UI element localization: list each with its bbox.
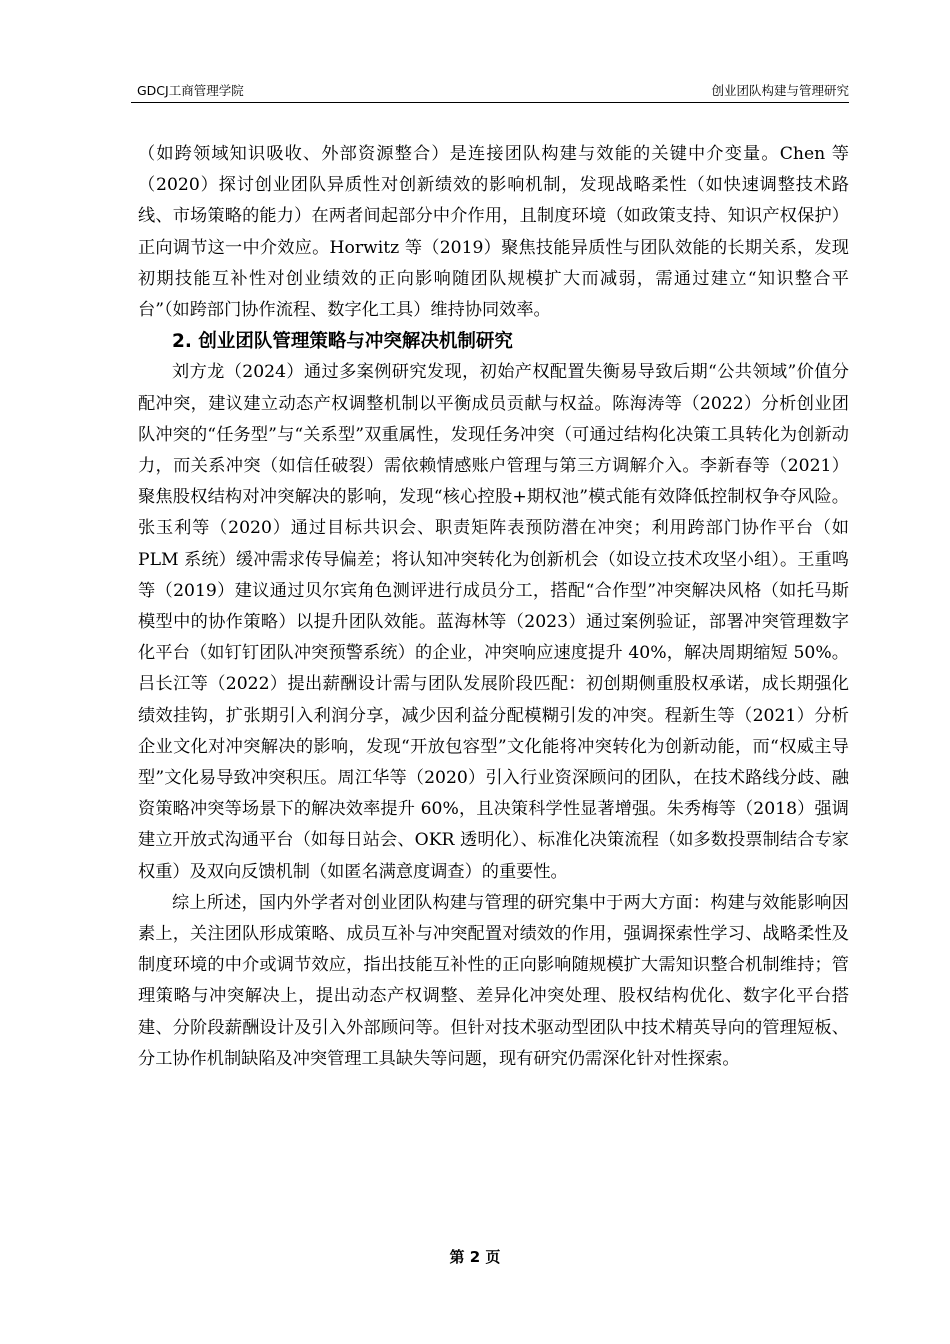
- page-header: [131, 80, 849, 102]
- section-heading: 2. 创业团队管理策略与冲突解决机制研究: [172, 331, 513, 353]
- header-institution: GDCJ工商管理学院: [137, 83, 244, 98]
- header-divider: [131, 102, 849, 103]
- paragraph-conflict-research: 刘方龙（2024）通过多案例研究发现，初始产权配置失衡易导致后期“公共领域”价值分配冲突，建议建立动态产权调整机制以平衡成员贡献与权益。陈海涛等（2022）分析创业团队冲突的“任务型”与“关系型”双重属性，发现任务冲突（可通过结构化决策工具转化为创新动力，而关系冲突（如信任破裂）需依赖情感账户管理与第三方调解介入。李新春等（2021）聚焦股权结构对冲突解决的影响，发现“核心控股+期权池”模式能有效降低控制权争夺风险。张玉利等（2020）通过目标共识会、职责矩阵表预防潜在冲突；利用跨部门协作平台（如 PLM 系统）缓冲需求传导偏差；将认知冲突转化为创新机会（如设立技术攻坚小组）。王重鸣等（2019）建议通过贝尔宾角色测评进行成员分工，搭配“合作型”冲突解决风格（如托马斯模型中的协作策略）以提升团队效能。蓝海林等（2023）通过案例验证，部署冲突管理数字化平台（如钉钉团队冲突预警系统）的企业，冲突响应速度提升 40%，解决周期缩短 50%。吕长江等（2022）提出薪酬设计需与团队发展阶段匹配：初创期侧重股权承诺，成长期强化绩效挂钩，扩张期引入利润分享，减少因利益分配模糊引发的冲突。程新生等（2021）分析企业文化对冲突解决的影响，发现“开放包容型”文化能将冲突转化为创新动能，而“权威主导型”文化易导致冲突积压。周江华等（2020）引入行业资深顾问的团队，在技术路线分歧、融资策略冲突等场景下的解决效率提升 60%，且决策科学性显著增强。朱秀梅等（2018）强调建立开放式沟通平台（如每日站会、OKR 透明化）、标准化决策流程（如多数投票制结合专家权重）及双向反馈机制（如匿名满意度调查）的重要性。: [138, 362, 849, 882]
- paragraph-continued: （如跨领域知识吸收、外部资源整合）是连接团队构建与效能的关键中介变量。Chen 等（2020）探讨创业团队异质性对创新绩效的影响机制，发现战略柔性（如快速调整技术路线、市场策略的能力）在两者间起部分中介作用，且制度环境（如政策支持、知识产权保护）正向调节这一中介效应。Horwitz 等（2019）聚焦技能异质性与团队效能的长期关系，发现初期技能互补性对创业绩效的正向影响随团队规模扩大而减弱，需通过建立“知识整合平台”（如跨部门协作流程、数字化工具）维持协同效率。: [138, 144, 849, 321]
- body-text: [138, 139, 849, 1075]
- paragraph-summary: 综上所述，国内外学者对创业团队构建与管理的研究集中于两大方面：构建与效能影响因素上，关注团队形成策略、成员互补与冲突配置对绩效的作用，强调探索性学习、战略柔性及制度环境的中介或调节效应，指出技能互补性的正向影响随规模扩大需知识整合机制维持；管理策略与冲突解决上，提出动态产权调整、差异化冲突处理、股权结构优化、数字化平台搭建、分阶段薪酬设计及引入外部顾问等。但针对技术驱动型团队中技术精英导向的管理短板、分工协作机制缺陷及冲突管理工具缺失等问题，现有研究仍需深化针对性探索。: [138, 892, 849, 1069]
- page-number: 第 2 页: [449, 1248, 501, 1266]
- header-document-title: 创业团队构建与管理研究: [711, 83, 849, 98]
